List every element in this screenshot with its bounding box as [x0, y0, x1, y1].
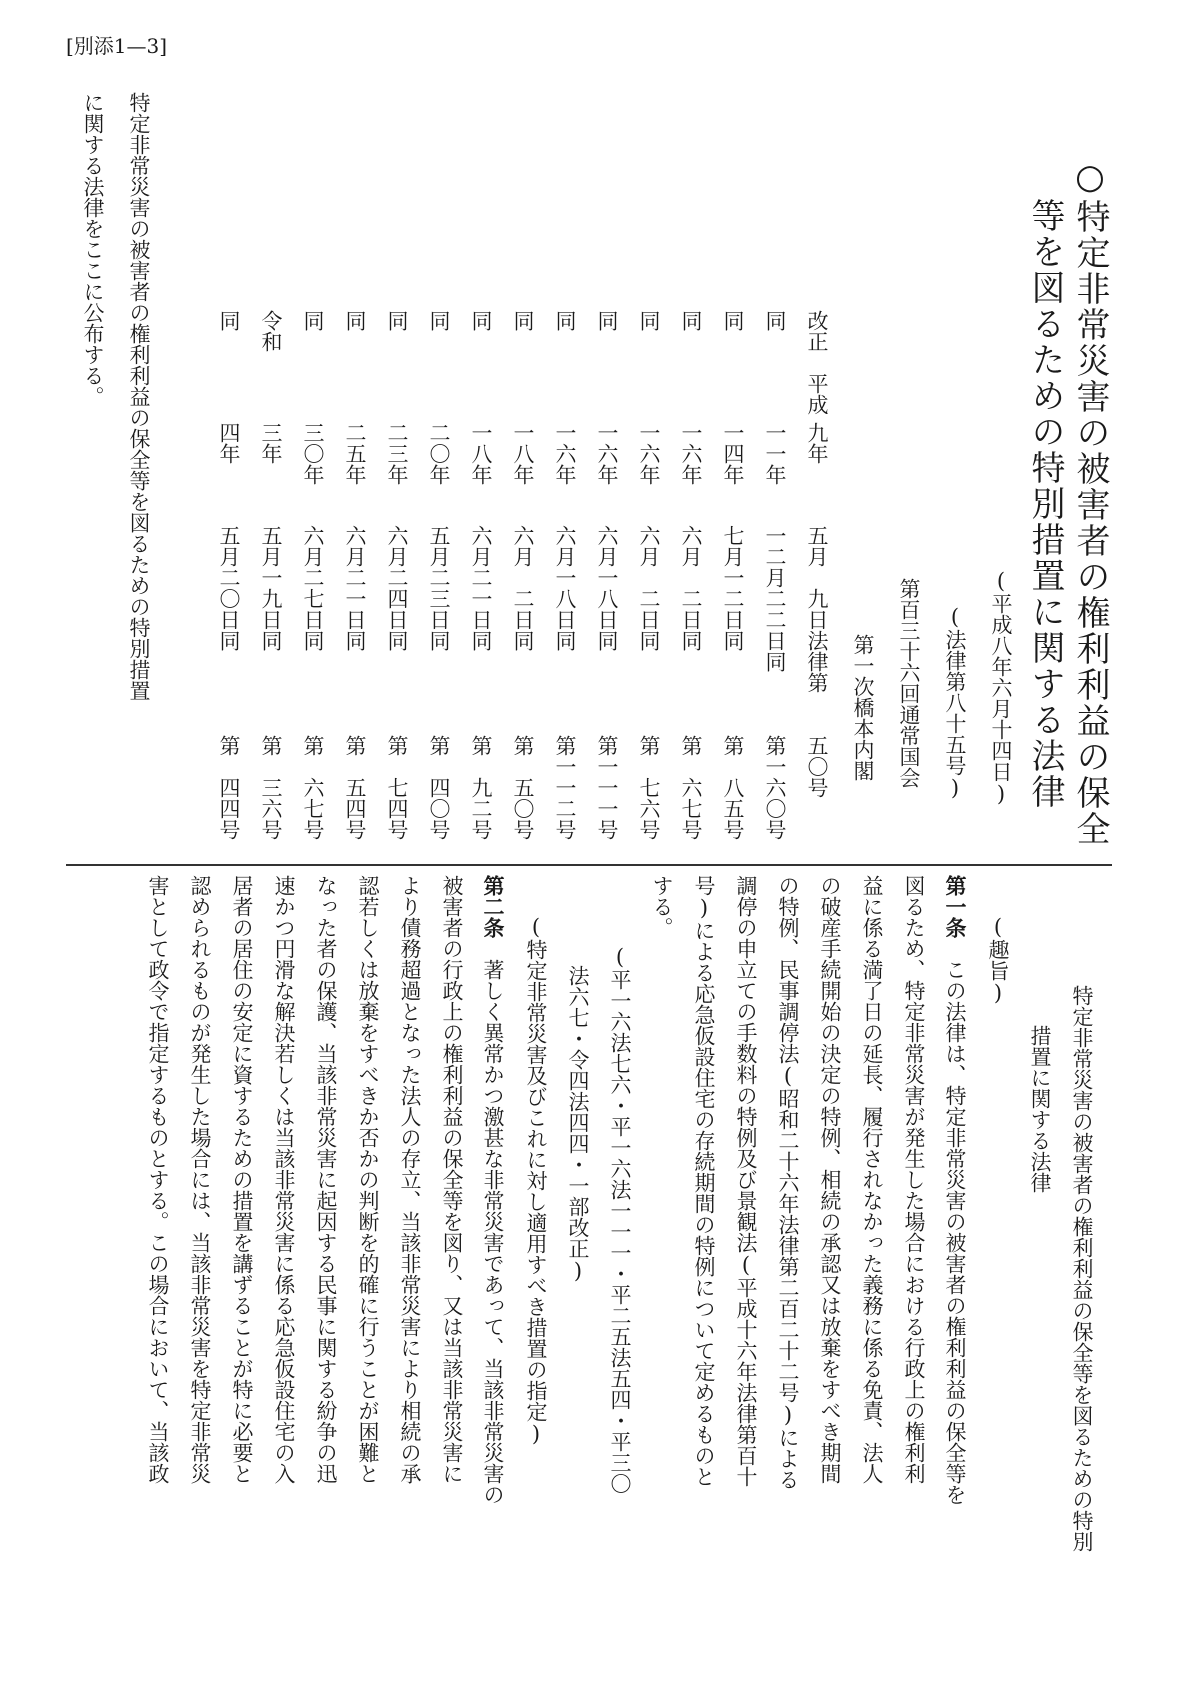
amendment-era: 同 — [427, 310, 451, 331]
amendment-year: 一一年 — [763, 422, 787, 485]
body-line — [932, 875, 978, 1505]
body-line-text: 措置に関する法律 — [1028, 1025, 1052, 1193]
amendment-entry — [290, 310, 336, 870]
law-title — [1022, 157, 1112, 847]
amendment-entry — [248, 310, 294, 870]
amendment-entry — [500, 310, 546, 870]
amendment-era: 令和 — [259, 310, 283, 352]
amendment-date: 六月一八日同 — [553, 525, 577, 651]
body-line — [470, 875, 516, 1505]
promulgation-line-1: 特定非常災害の被害者の権利利益の保全等を図るための特別措置 — [127, 92, 151, 701]
body-line — [345, 875, 390, 1484]
body-line — [135, 875, 180, 1484]
amendment-number: 第一六〇号 — [763, 735, 787, 840]
body-line — [807, 875, 852, 1484]
amendment-era: 同 — [637, 310, 661, 331]
law-title-line-1: ○特定非常災害の被害者の権利利益の保全 — [1070, 157, 1110, 847]
amendment-year: 一六年 — [595, 422, 619, 485]
amendment-number: 第一一二号 — [553, 735, 577, 840]
body-line-text: 認められるものが発生した場合には、当該非常災害を特定非常災 — [188, 875, 212, 1484]
amendment-era: 同 — [343, 310, 367, 331]
amendment-number: 第 九二号 — [469, 735, 493, 840]
body-line-text: (平一六法七六・平一六法一一一・平二五法五四・平三〇 — [608, 945, 632, 1494]
body-line — [849, 875, 894, 1484]
amendment-number: 第 七四号 — [385, 735, 409, 840]
amendment-era: 同 — [595, 310, 619, 331]
body-line — [891, 875, 936, 1484]
body-line — [513, 915, 558, 1446]
amendment-year: 三〇年 — [301, 422, 325, 485]
law-header-panel — [66, 72, 1112, 855]
amendment-number: 第 八五号 — [721, 735, 745, 840]
amendment-number: 第 四〇号 — [427, 735, 451, 840]
enactment-date: (平成八年六月十四日) — [989, 569, 1013, 806]
body-line-text: (特定非常災害及びこれに対し適用すべき措置の指定) — [524, 915, 548, 1446]
amendment-date: 五月二三日同 — [427, 525, 451, 651]
cabinet-name: 第一次橋本内閣 — [851, 634, 875, 781]
body-line — [429, 875, 474, 1484]
amendment-date: 六月二一日同 — [469, 525, 493, 651]
body-line — [177, 875, 222, 1484]
body-line-text: 速かつ円滑な解決若しくは当該非常災害に係る応急仮設住宅の入 — [272, 875, 296, 1484]
amendment-era: 同 — [553, 310, 577, 331]
body-line — [765, 875, 810, 1490]
section-divider — [66, 864, 1112, 866]
body-line — [555, 965, 600, 1283]
amendment-number: 五〇号 — [805, 735, 829, 798]
article-number: 第一条 — [943, 875, 968, 938]
body-line — [1059, 985, 1104, 1552]
law-number: (法律第八十五号) — [943, 605, 967, 800]
promulgation-line-2: に関する法律をここに公布する。 — [81, 92, 105, 407]
body-line-text: の特例、民事調停法(昭和二十六年法律第二百二十二号)による — [776, 875, 800, 1490]
body-line-text: なった者の保護、当該非常災害に起因する民事に関する紛争の迅 — [314, 875, 338, 1484]
amendment-entry — [584, 310, 630, 870]
law-title-line-2: 等を図るための特別措置に関する法律 — [1025, 198, 1065, 810]
reference-label: [別添1—3] — [66, 34, 168, 58]
amendment-year: 九年 — [805, 422, 829, 464]
body-line — [681, 875, 726, 1487]
amendment-number: 第 三六号 — [259, 735, 283, 840]
amendment-number: 第 四四号 — [217, 735, 241, 840]
body-line-text: 被害者の行政上の権利利益の保全等を図り、又は当該非常災害に — [440, 875, 464, 1484]
body-line-text: 害として政令で指定するものとする。この場合において、当該政 — [146, 875, 170, 1484]
diet-session: 第百三十六回通常国会 — [897, 578, 921, 788]
body-line-text: 著しく異常かつ激甚な非常災害であって、当該非常災害の — [481, 938, 505, 1505]
amendment-entry — [668, 310, 714, 870]
amendment-year: 一八年 — [511, 422, 535, 485]
amendment-era: 同 — [679, 310, 703, 331]
amendment-number: 第 六七号 — [679, 735, 703, 840]
amendment-date: 六月二四日同 — [385, 525, 409, 651]
amendment-number: 第 六七号 — [301, 735, 325, 840]
amendment-era: 改正 平成 — [805, 310, 829, 415]
amendment-entry — [542, 310, 588, 870]
amendment-era: 同 — [721, 310, 745, 331]
amendment-year: 二五年 — [343, 422, 367, 485]
amendment-year: 一八年 — [469, 422, 493, 485]
amendment-entry — [206, 310, 252, 870]
body-line-text: 認若しくは放棄をすべきか否かの判断を的確に行うことが困難と — [356, 875, 380, 1484]
amendment-year: 二三年 — [385, 422, 409, 485]
body-line-text: 号)による応急仮設住宅の存続期間の特例について定めるものと — [692, 875, 716, 1487]
body-line-text: 図るため、特定非常災害が発生した場合における行政上の権利利 — [902, 875, 926, 1484]
amendment-entry — [794, 310, 840, 870]
body-line — [597, 945, 642, 1494]
amendment-era: 同 — [469, 310, 493, 331]
amendment-year: 一四年 — [721, 422, 745, 485]
amendment-entry — [416, 310, 462, 870]
amendment-year: 二〇年 — [427, 422, 451, 485]
amendment-year: 一六年 — [553, 422, 577, 485]
body-line-text: (趣旨) — [986, 915, 1010, 1005]
amendment-date: 七月一二日同 — [721, 525, 745, 651]
amendment-era: 同 — [511, 310, 535, 331]
amendment-era: 同 — [763, 310, 787, 331]
body-line — [639, 875, 684, 938]
amendment-year: 一六年 — [637, 422, 661, 485]
body-line — [1017, 1025, 1062, 1193]
body-line-text: この法律は、特定非常災害の被害者の権利利益の保全等を — [943, 938, 967, 1505]
amendment-date: 一二月二二日同 — [763, 525, 787, 672]
body-line-text: の破産手続開始の決定の特例、相続の承認又は放棄をすべき期間 — [818, 875, 842, 1484]
amendment-date: 六月 二日同 — [679, 525, 703, 651]
amendment-number: 第一一一号 — [595, 735, 619, 840]
amendment-entry — [626, 310, 672, 870]
article-number: 第二条 — [481, 875, 506, 938]
amendment-entry — [374, 310, 420, 870]
amendment-date: 五月二〇日同 — [217, 525, 241, 651]
amendment-number: 第 五〇号 — [511, 735, 535, 840]
body-line-text: 居者の居住の安定に資するための措置を講ずることが特に必要と — [230, 875, 254, 1484]
body-line — [219, 875, 264, 1484]
amendment-entry — [710, 310, 756, 870]
amendment-date: 六月一八日同 — [595, 525, 619, 651]
amendment-number: 第 七六号 — [637, 735, 661, 840]
amendment-date: 五月 九日法律第 — [805, 525, 829, 693]
amendment-number: 第 五四号 — [343, 735, 367, 840]
amendment-date: 五月一九日同 — [259, 525, 283, 651]
body-line-text: より債務超過となった法人の存立、当該非常災害により相続の承 — [398, 875, 422, 1484]
body-line-text: 特定非常災害の被害者の権利利益の保全等を図るための特別 — [1070, 985, 1094, 1552]
amendment-year: 一六年 — [679, 422, 703, 485]
body-line — [303, 875, 348, 1484]
amendment-entry — [332, 310, 378, 870]
body-line-text: 調停の申立ての手数料の特例及び景観法(平成十六年法律第百十 — [734, 875, 758, 1487]
amendment-year: 三年 — [259, 422, 283, 464]
amendment-date: 六月二一日同 — [343, 525, 367, 651]
amendment-era: 同 — [301, 310, 325, 331]
body-line-text: 益に係る満了日の延長、履行されなかった義務に係る免責、法人 — [860, 875, 884, 1484]
body-line-text: する。 — [650, 875, 674, 938]
body-line-text: 法六七・令四法四四・一部改正) — [566, 965, 590, 1283]
amendment-entry — [458, 310, 504, 870]
law-body-panel — [66, 873, 1112, 1670]
amendment-era: 同 — [385, 310, 409, 331]
body-line — [723, 875, 768, 1487]
body-line — [261, 875, 306, 1484]
amendment-year: 四年 — [217, 422, 241, 464]
body-line — [387, 875, 432, 1484]
body-line — [975, 915, 1020, 1005]
amendment-entry — [752, 310, 798, 870]
amendment-date: 六月 二日同 — [637, 525, 661, 651]
amendment-date: 六月 二日同 — [511, 525, 535, 651]
amendment-era: 同 — [217, 310, 241, 331]
amendment-date: 六月二七日同 — [301, 525, 325, 651]
